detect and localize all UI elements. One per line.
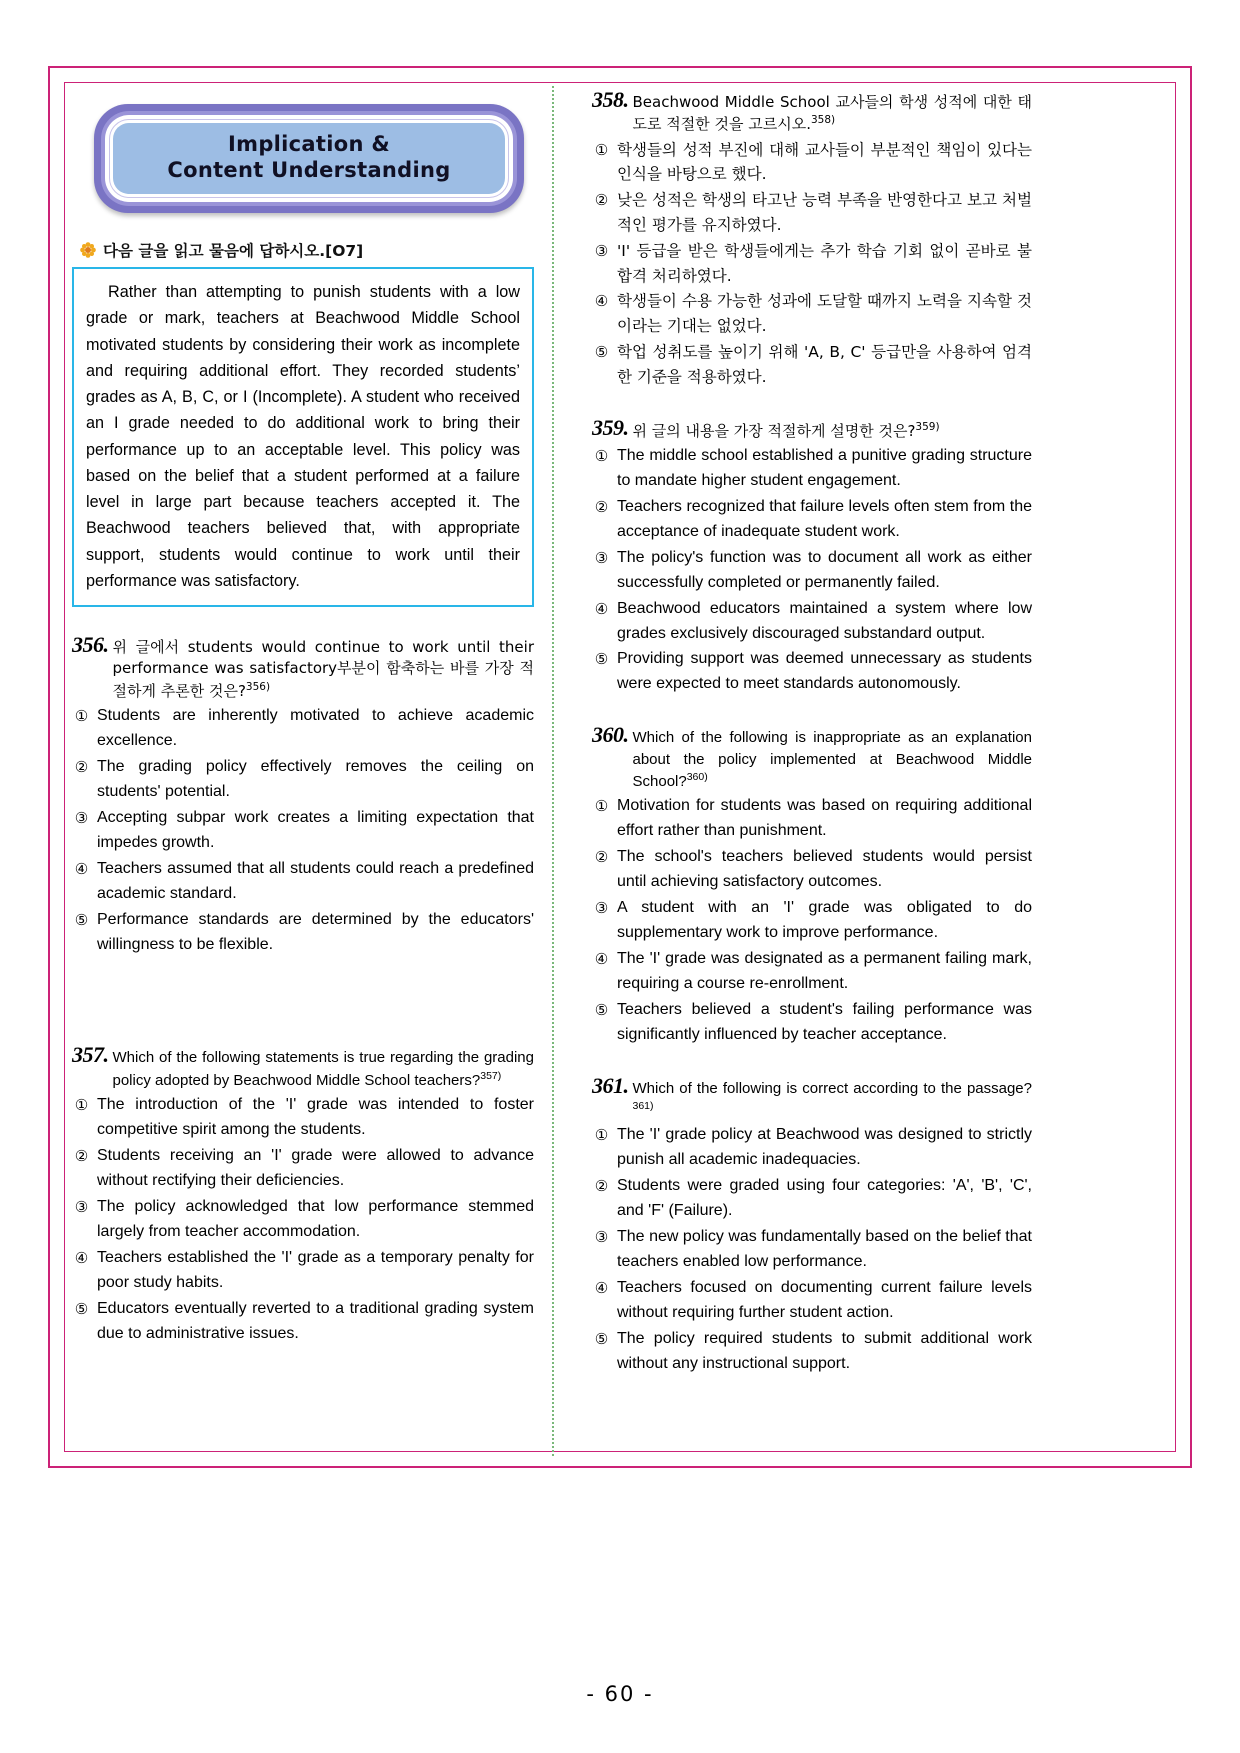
left-column	[72, 86, 552, 1456]
option-text: The policy acknowledged that low performance stemmed largely from teacher accommodation.	[97, 1197, 534, 1240]
question-357-options	[72, 1093, 534, 1347]
option-text: The grading policy effectively removes the ceiling on students' potential.	[97, 757, 534, 800]
option-text: The school's teachers believed students would persist until achieving satisfactory outcomes.	[617, 848, 1032, 891]
option-marker: ③	[594, 900, 609, 918]
page-number: - 60 -	[586, 1682, 654, 1706]
section-title-banner	[94, 104, 524, 213]
option-marker: ②	[74, 1147, 89, 1165]
option-text: Teachers believed a student's failing performance was significantly influenced by teacher acceptance.	[617, 1000, 1032, 1043]
option-marker: ⑤	[74, 911, 89, 929]
option-text: 학생들의 성적 부진에 대해 교사들이 부분적인 책임이 있다는 인식을 바탕으로 했다.	[617, 140, 1032, 184]
option-item[interactable]	[72, 857, 534, 907]
option-text: The 'I' grade policy at Beachwood was designed to strictly punish all academic inadequacies.	[617, 1126, 1032, 1169]
option-item[interactable]	[592, 1174, 1032, 1224]
question-360-options	[592, 794, 1032, 1048]
option-item[interactable]	[592, 896, 1032, 946]
option-item[interactable]	[592, 947, 1032, 997]
banner-layer-outer	[94, 104, 524, 213]
question-361-header	[592, 1074, 1032, 1122]
option-item[interactable]	[592, 845, 1032, 895]
option-text: Performance standards are determined by the educators' willingness to be flexible.	[97, 910, 534, 953]
option-text: Students are inherently motivated to achieve academic excellence.	[97, 706, 534, 749]
option-marker: ④	[74, 1249, 89, 1267]
option-text: 'I' 등급을 받은 학생들에게는 추가 학습 기회 없이 곧바로 불합격 처리하였다.	[617, 241, 1032, 285]
option-text: Teachers recognized that failure levels often stem from the acceptance of inadequate student work.	[617, 497, 1032, 540]
question-357-header	[72, 1043, 534, 1091]
passage-text: Rather than attempting to punish students with a low grade or mark, teachers at Beachwood Middle School motivated students by considering their work as incomplete and requiring additional effort. They recorded students’ grades as A, B, C, or I (Incomplete). A student who received an I grade needed to do additional work to bring their performance up to an acceptable level. This policy was based on the belief that a student performed at a failure level in large part because teachers accepted it. The Beachwood teachers believed that, with appropriate support, students would continue to work until their performance was satisfactory.	[86, 283, 520, 590]
option-marker: ③	[594, 242, 609, 260]
option-marker: ④	[594, 293, 609, 311]
option-item[interactable]	[72, 1093, 534, 1143]
option-text: Educators eventually reverted to a traditional grading system due to administrative issues.	[97, 1299, 534, 1342]
option-item[interactable]	[592, 138, 1032, 188]
banner-layer-ring	[109, 119, 509, 198]
page-footer	[0, 1682, 1240, 1706]
option-marker: ⑤	[74, 1300, 89, 1318]
option-text: Teachers established the 'I' grade as a temporary penalty for poor study habits.	[97, 1248, 534, 1291]
question-361-options	[592, 1123, 1032, 1377]
option-item[interactable]	[592, 340, 1032, 390]
option-item[interactable]	[72, 1144, 534, 1194]
option-item[interactable]	[592, 239, 1032, 289]
option-text: Teachers focused on documenting current failure levels without requiring further student action.	[617, 1279, 1032, 1322]
option-item[interactable]	[72, 704, 534, 754]
banner-title-line1: Implication &	[228, 132, 390, 156]
banner-layer-mid	[101, 111, 517, 206]
option-marker: ①	[74, 1097, 89, 1115]
option-item[interactable]	[72, 806, 534, 856]
option-text: Accepting subpar work creates a limiting expectation that impedes growth.	[97, 808, 534, 851]
question-361-number: 361.	[592, 1072, 629, 1098]
option-item[interactable]	[592, 444, 1032, 494]
option-text: A student with an 'I' grade was obligated to do supplementary work to improve performance.	[617, 899, 1032, 942]
option-marker: ③	[594, 549, 609, 567]
question-358-header	[592, 88, 1032, 136]
banner-core	[113, 123, 505, 194]
option-marker: ①	[594, 1127, 609, 1145]
question-361	[592, 1074, 1032, 1377]
question-356-stem: 위 글에서 students would continue to work until their performance was satisfactory부분이 함축하는 바를 가장 적절하게 추론한 것은?$^{356)}$	[112, 638, 534, 700]
option-item[interactable]	[72, 1297, 534, 1347]
option-marker: ①	[594, 798, 609, 816]
option-text: The policy's function was to document all work as either successfully completed or permanently failed.	[617, 548, 1032, 591]
option-text: 학생들이 수용 가능한 성과에 도달할 때까지 노력을 지속할 것이라는 기대는 없었다.	[617, 292, 1032, 336]
question-358-options	[592, 138, 1032, 390]
option-marker: ①	[594, 447, 609, 465]
option-marker: ④	[594, 600, 609, 618]
option-text: The 'I' grade was designated as a permanent failing mark, requiring a course re-enrollment.	[617, 950, 1032, 992]
question-360-number: 360.	[592, 722, 629, 748]
question-359	[592, 416, 1032, 698]
option-item[interactable]	[592, 495, 1032, 545]
question-356-number: 356.	[72, 632, 109, 658]
two-column-layout	[72, 86, 1072, 1456]
right-column	[552, 86, 1032, 1456]
option-text: Motivation for students was based on requiring additional effort rather than punishment.	[617, 797, 1032, 840]
question-359-options	[592, 444, 1032, 698]
option-marker: ②	[594, 192, 609, 210]
question-360	[592, 723, 1032, 1047]
instruction-text: 다음 글을 읽고 물음에 답하시오.[O7]	[103, 242, 364, 261]
option-text: Teachers assumed that all students could reach a predefined academic standard.	[97, 859, 534, 902]
option-item[interactable]	[72, 755, 534, 805]
question-359-header	[592, 416, 1032, 442]
option-item[interactable]	[72, 1246, 534, 1296]
option-marker: ③	[74, 809, 89, 827]
question-356	[72, 633, 534, 957]
option-item[interactable]	[592, 1123, 1032, 1173]
option-item[interactable]	[592, 998, 1032, 1048]
banner-title-line2: Content Understanding	[167, 157, 451, 182]
option-item[interactable]	[72, 908, 534, 958]
option-marker: ②	[594, 498, 609, 516]
instruction-line	[80, 239, 534, 261]
reading-passage-box	[72, 267, 534, 607]
option-marker: ③	[594, 1229, 609, 1247]
option-marker: ⑤	[594, 651, 609, 669]
option-item[interactable]	[592, 1276, 1032, 1326]
column-spacer	[72, 957, 534, 1043]
option-marker: ①	[74, 707, 89, 725]
option-text: Providing support was deemed unnecessary as students were expected to meet standards autonomously.	[617, 650, 1032, 693]
option-text: The middle school established a punitive grading structure to mandate higher student engagement.	[617, 446, 1032, 489]
question-360-header	[592, 723, 1032, 792]
question-356-options	[72, 704, 534, 958]
option-marker: ②	[594, 849, 609, 867]
question-358	[592, 88, 1032, 390]
question-357	[72, 1043, 534, 1346]
option-marker: ⑤	[594, 1331, 609, 1349]
option-marker: ②	[74, 758, 89, 776]
question-358-number: 358.	[592, 87, 629, 112]
option-item[interactable]	[592, 597, 1032, 647]
option-item[interactable]	[72, 1195, 534, 1245]
option-marker: ④	[74, 860, 89, 878]
option-item[interactable]	[592, 1225, 1032, 1275]
option-marker: ③	[74, 1198, 89, 1216]
option-text: Students receiving an 'I' grade were allowed to advance without rectifying their deficiencies.	[97, 1146, 534, 1189]
question-360-stem: Which of the following is inappropriate as an explanation about the policy implemented at Beachwood Middle School?$^{360)}$	[632, 729, 1032, 790]
option-text: The introduction of the 'I' grade was intended to foster competitive spirit among the students.	[97, 1096, 534, 1138]
option-text: 학업 성취도를 높이기 위해 'A, B, C' 등급만을 사용하여 엄격한 기준을 적용하였다.	[617, 342, 1032, 386]
option-item[interactable]	[592, 794, 1032, 844]
option-marker: ①	[594, 141, 609, 159]
option-marker: ⑤	[594, 343, 609, 361]
option-text: Beachwood educators maintained a system where low grades exclusively discouraged substandard output.	[617, 599, 1032, 642]
question-361-stem: Which of the following is correct according to the passage?$^{361)}$	[632, 1079, 1032, 1113]
option-item[interactable]	[592, 188, 1032, 238]
question-358-stem: Beachwood Middle School 교사들의 학생 성적에 대한 태도로 적절한 것을 고르시오.$^{358)}$	[632, 93, 1032, 134]
question-357-number: 357.	[72, 1042, 109, 1068]
option-marker: ⑤	[594, 1001, 609, 1019]
option-text: 낮은 성적은 학생의 타고난 능력 부족을 반영한다고 보고 처벌적인 평가를 유지하였다.	[617, 191, 1032, 234]
option-item[interactable]	[592, 647, 1032, 697]
option-item[interactable]	[592, 546, 1032, 596]
question-356-header	[72, 633, 534, 702]
flower-icon	[80, 242, 96, 258]
option-text: Students were graded using four categories: 'A', 'B', 'C', and 'F' (Failure).	[617, 1177, 1032, 1220]
option-marker: ④	[594, 951, 609, 968]
option-text: The policy required students to submit additional work without any instructional support.	[617, 1330, 1032, 1372]
option-item[interactable]	[592, 1327, 1032, 1377]
question-357-stem: Which of the following statements is true regarding the grading policy adopted by Beachwood Middle School teachers?$^{357)}$	[112, 1049, 534, 1089]
option-text: The new policy was fundamentally based on the belief that teachers enabled low performance.	[617, 1228, 1032, 1271]
banner-layer-white	[105, 115, 513, 202]
question-359-number: 359.	[592, 414, 629, 440]
question-359-stem: 위 글의 내용을 가장 적절하게 설명한 것은?$^{359)}$	[632, 420, 940, 440]
option-marker: ④	[594, 1280, 609, 1298]
option-marker: ②	[594, 1178, 609, 1196]
option-item[interactable]	[592, 289, 1032, 339]
